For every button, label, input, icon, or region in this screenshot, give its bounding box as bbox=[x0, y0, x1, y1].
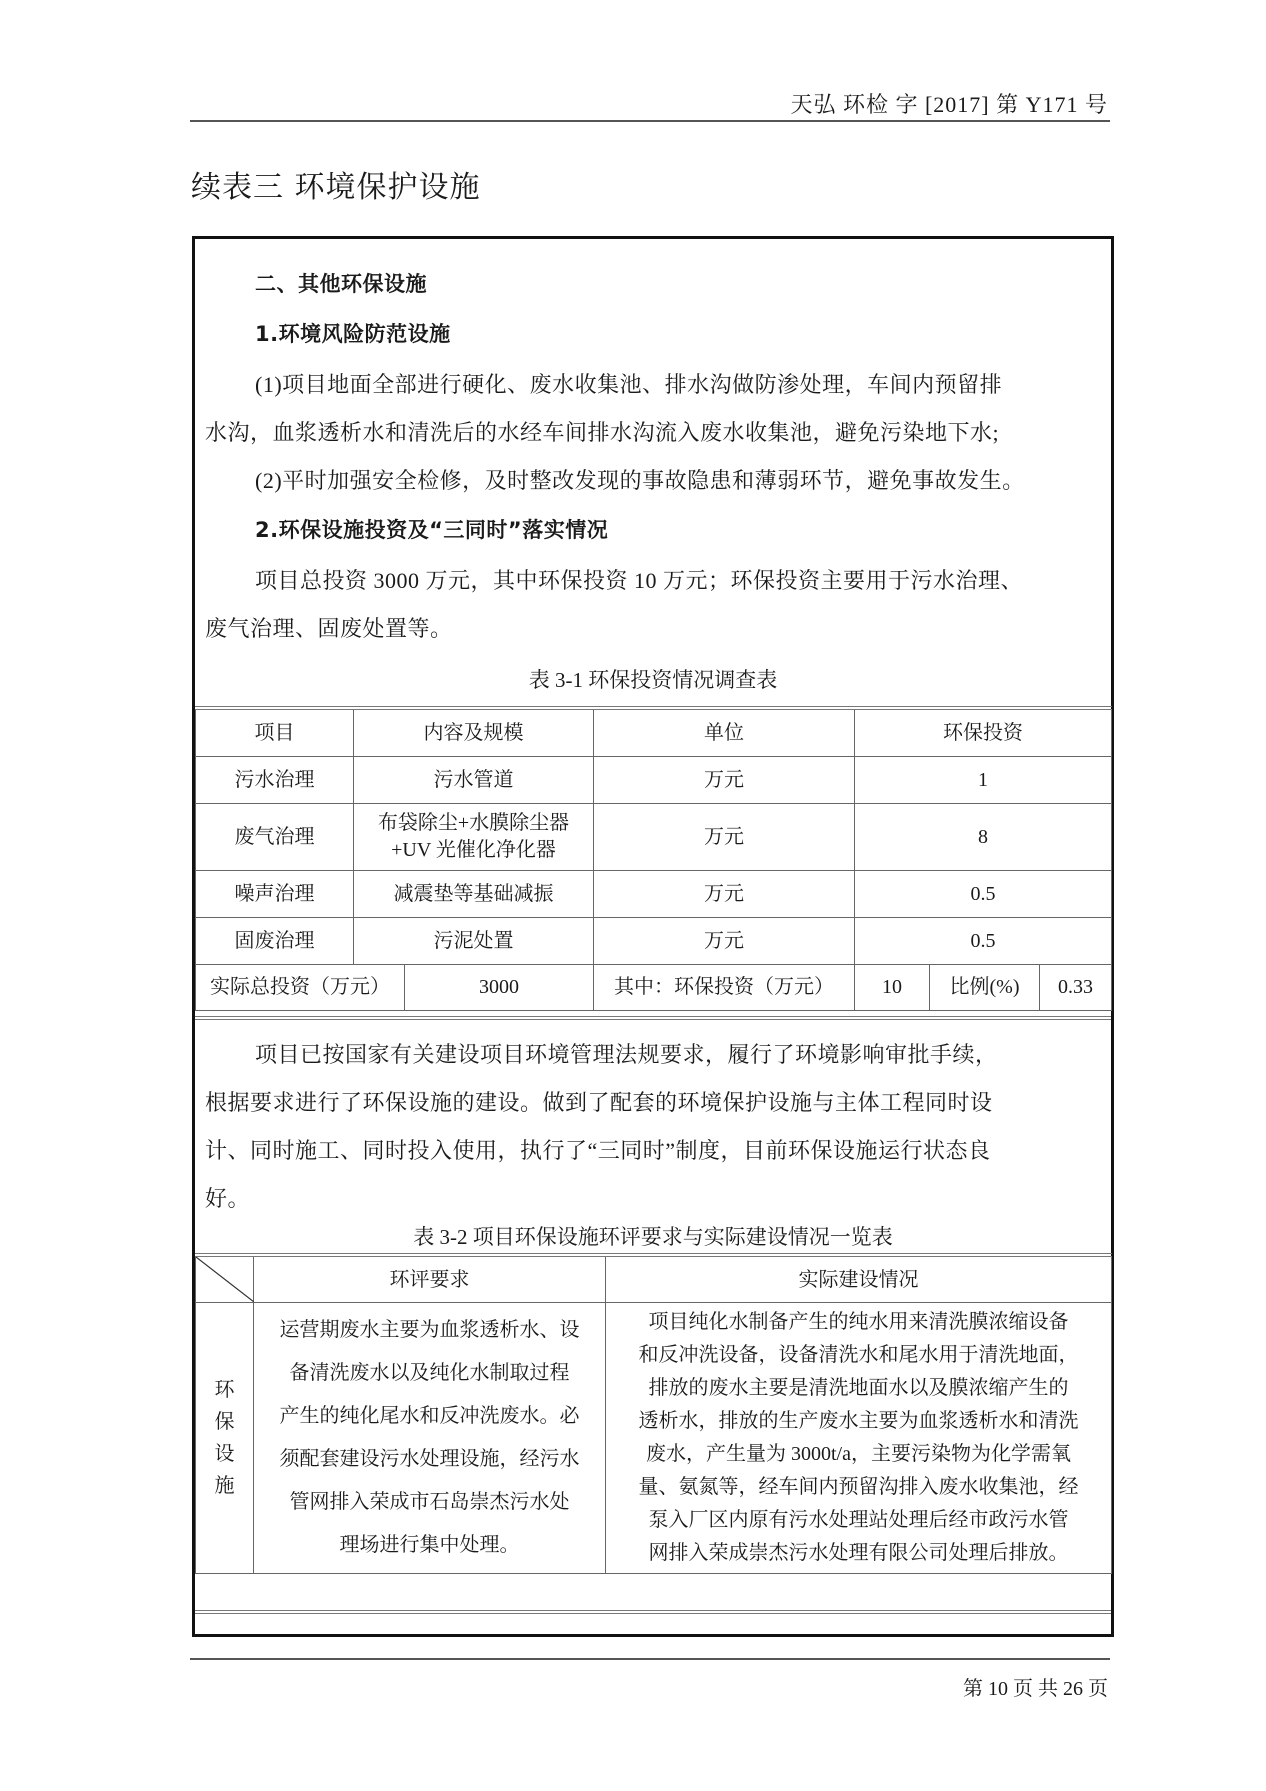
requirement-line: 管网排入荣成市石岛崇杰污水处 bbox=[289, 1491, 570, 1513]
table-row bbox=[196, 757, 1112, 804]
cell-item: 污水治理 bbox=[196, 757, 354, 804]
footer-divider bbox=[190, 1658, 1110, 1660]
table-3-2-caption: 表 3-2 项目环保设施环评要求与实际建设情况一览表 bbox=[413, 1225, 893, 1249]
section-heading: 二、其他环保设施 bbox=[255, 272, 427, 296]
cell-unit: 万元 bbox=[594, 757, 855, 804]
cell-content: 污水管道 bbox=[354, 757, 594, 804]
cell-item: 噪声治理 bbox=[196, 871, 354, 918]
env-investment-value: 10 bbox=[855, 965, 930, 1011]
cell-unit: 万元 bbox=[594, 804, 855, 871]
total-investment-label: 实际总投资（万元） bbox=[196, 965, 405, 1011]
header-cell-actual: 实际建设情况 bbox=[606, 1255, 1112, 1303]
table-3-1-bottom-border bbox=[195, 1016, 1111, 1020]
row-label-char: 施 bbox=[214, 1475, 235, 1497]
cell-investment: 0.5 bbox=[855, 871, 1112, 918]
total-investment-value: 3000 bbox=[405, 965, 594, 1011]
actual-line: 网排入荣成崇杰污水处理有限公司处理后排放。 bbox=[648, 1542, 1069, 1564]
header-cell-content: 内容及规模 bbox=[354, 708, 594, 757]
summary-row bbox=[196, 965, 1112, 1011]
row-label-char: 设 bbox=[214, 1443, 235, 1465]
conclusion-line-3: 计、同时施工、同时投入使用，执行了“三同时”制度，目前环保设施运行状态良 bbox=[205, 1138, 991, 1163]
table-row bbox=[196, 871, 1112, 918]
requirements-comparison-table bbox=[195, 1253, 1112, 1574]
header-cell-unit: 单位 bbox=[594, 708, 855, 757]
table-3-1-caption: 表 3-1 环保投资情况调查表 bbox=[528, 668, 778, 692]
actual-line: 项目纯化水制备产生的纯水用来清洗膜浓缩设备 bbox=[648, 1311, 1069, 1333]
actual-line: 排放的废水主要是清洗地面水以及膜浓缩产生的 bbox=[648, 1377, 1069, 1399]
actual-line: 和反冲洗设备，设备清洗水和尾水用于清洗地面， bbox=[638, 1344, 1079, 1366]
header-cell-investment: 环保投资 bbox=[855, 708, 1112, 757]
cell-investment: 1 bbox=[855, 757, 1112, 804]
investment-table bbox=[195, 706, 1112, 1011]
table-row bbox=[196, 918, 1112, 965]
requirement-line: 运营期废水主要为血浆透析水、设 bbox=[279, 1319, 580, 1341]
actual-line: 透析水，排放的生产废水主要为血浆透析水和清洗 bbox=[638, 1410, 1079, 1432]
actual-line: 量、氨氮等，经车间内预留沟排入废水收集池，经 bbox=[638, 1476, 1079, 1498]
table-3-2-bottom-border bbox=[195, 1610, 1111, 1614]
requirement-cell bbox=[254, 1303, 606, 1574]
header-cell-item: 项目 bbox=[196, 708, 354, 757]
subsection-heading-investment: 2.环保设施投资及“三同时”落实情况 bbox=[255, 518, 609, 542]
conclusion-line-4: 好。 bbox=[205, 1186, 251, 1211]
cell-investment: 8 bbox=[855, 804, 1112, 871]
investment-paragraph-line-1: 项目总投资 3000 万元，其中环保投资 10 万元；环保投资主要用于污水治理、 bbox=[255, 568, 1024, 593]
cell-unit: 万元 bbox=[594, 871, 855, 918]
actual-construction-cell bbox=[606, 1303, 1112, 1574]
cell-content: 减震垫等基础减振 bbox=[354, 871, 594, 918]
conclusion-line-1: 项目已按国家有关建设项目环境管理法规要求，履行了环境影响审批手续， bbox=[255, 1042, 998, 1067]
cell-content-line-2: +UV 光催化净化器 bbox=[391, 839, 556, 861]
diagonal-line-icon bbox=[196, 1257, 254, 1302]
actual-line: 泵入厂区内原有污水处理站处理后经市政污水管 bbox=[648, 1509, 1069, 1531]
subsection-heading-risk: 1.环境风险防范设施 bbox=[255, 322, 451, 346]
cell-content: 污泥处置 bbox=[354, 918, 594, 965]
cell-unit: 万元 bbox=[594, 918, 855, 965]
row-label-char: 环 bbox=[214, 1379, 235, 1401]
table-header-row bbox=[196, 1255, 1112, 1303]
actual-line: 废水，产生量为 3000t/a，主要污染物为化学需氧 bbox=[646, 1443, 1071, 1465]
page-title: 续表三 环境保护设施 bbox=[191, 170, 481, 205]
document-number: 天弘 环检 字 [2017] 第 Y171 号 bbox=[790, 92, 1108, 117]
requirement-line: 理场进行集中处理。 bbox=[339, 1534, 520, 1556]
cell-content bbox=[354, 804, 594, 871]
investment-paragraph-line-2: 废气治理、固废处置等。 bbox=[205, 616, 453, 641]
ratio-label: 比例(%) bbox=[930, 965, 1040, 1011]
requirement-line: 备清洗废水以及纯化水制取过程 bbox=[289, 1362, 570, 1384]
risk-paragraph-2: (2)平时加强安全检修，及时整改发现的事故隐患和薄弱环节，避免事故发生。 bbox=[255, 468, 1025, 493]
table-header-row bbox=[196, 708, 1112, 757]
row-label-environmental-facilities bbox=[196, 1303, 254, 1574]
risk-paragraph-1-line-2: 水沟，血浆透析水和清洗后的水经车间排水沟流入废水收集池，避免污染地下水; bbox=[205, 420, 1000, 445]
table-row bbox=[196, 804, 1112, 871]
page-number: 第 10 页 共 26 页 bbox=[963, 1678, 1108, 1700]
header-cell-requirement: 环评要求 bbox=[254, 1255, 606, 1303]
diagonal-corner-cell bbox=[196, 1255, 254, 1303]
header-divider bbox=[190, 120, 1110, 122]
requirement-line: 产生的纯化尾水和反冲洗废水。必 bbox=[279, 1405, 580, 1427]
row-label-char: 保 bbox=[214, 1411, 235, 1433]
cell-item: 固废治理 bbox=[196, 918, 354, 965]
risk-paragraph-1-line-1: (1)项目地面全部进行硬化、废水收集池、排水沟做防渗处理，车间内预留排 bbox=[255, 372, 1003, 397]
requirement-line: 须配套建设污水处理设施，经污水 bbox=[279, 1448, 580, 1470]
cell-item: 废气治理 bbox=[196, 804, 354, 871]
env-investment-label: 其中：环保投资（万元） bbox=[594, 965, 855, 1011]
cell-investment: 0.5 bbox=[855, 918, 1112, 965]
cell-content-line-1: 布袋除尘+水膜除尘器 bbox=[377, 812, 570, 834]
ratio-value: 0.33 bbox=[1040, 965, 1112, 1011]
conclusion-line-2: 根据要求进行了环保设施的建设。做到了配套的环境保护设施与主体工程同时设 bbox=[205, 1090, 993, 1115]
table-row bbox=[196, 1303, 1112, 1574]
